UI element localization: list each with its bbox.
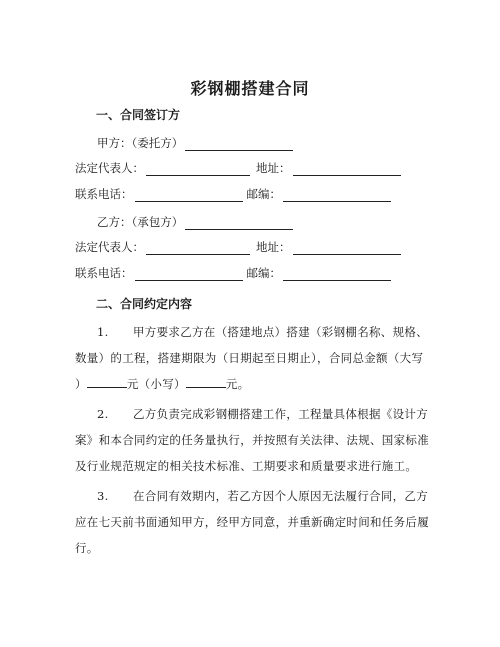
- party-a-blank[interactable]: [185, 138, 293, 151]
- party-b-row: [97, 214, 293, 230]
- party-a-label: 甲方：（委托方）: [97, 136, 184, 150]
- party-b-blank[interactable]: [185, 217, 293, 230]
- party-a-address-blank[interactable]: [293, 163, 401, 176]
- party-a-phone-label: 联系电话：: [75, 187, 133, 201]
- clause-2-number: 2.: [97, 407, 109, 421]
- section-heading-parties: 一、合同签订方: [96, 108, 181, 122]
- party-b-phone-row: [75, 265, 391, 281]
- party-a-rep-label: 法定代表人：: [75, 161, 144, 175]
- clause-3-line-3: 行。: [75, 541, 99, 555]
- amount-figures-blank[interactable]: [186, 376, 226, 388]
- party-b-phone-label: 联系电话：: [75, 266, 133, 280]
- section-heading-terms: 二、合同约定内容: [96, 297, 193, 311]
- clause-1-line-2: 数量）的工程，搭建期限为（日期起至日期止），合同总金额（大写: [75, 351, 424, 365]
- party-a-postcode-label: 邮编：: [246, 187, 281, 201]
- party-b-address-label: 地址：: [256, 240, 291, 254]
- party-a-rep-blank[interactable]: [146, 163, 250, 176]
- party-b-rep-blank[interactable]: [146, 242, 250, 255]
- party-b-address-blank[interactable]: [293, 242, 401, 255]
- party-b-rep-label: 法定代表人：: [75, 240, 144, 254]
- clause-2-line-1: 2. 乙方负责完成彩钢棚搭建工作，工程量具体根据《设计方: [97, 407, 428, 421]
- party-a-rep-row: [75, 160, 401, 176]
- party-b-rep-row: [75, 239, 401, 255]
- party-a-row: [97, 135, 293, 151]
- party-b-postcode-blank[interactable]: [283, 268, 391, 281]
- clause-3-line-2: 应在七天前书面通知甲方，经甲方同意，并重新确定时间和任务后履: [75, 515, 429, 529]
- party-b-phone-blank[interactable]: [135, 268, 243, 281]
- party-b-label: 乙方：（承包方）: [97, 215, 184, 229]
- document-title: 彩钢棚搭建合同: [190, 79, 310, 98]
- party-a-postcode-blank[interactable]: [283, 189, 391, 202]
- party-a-phone-blank[interactable]: [135, 189, 243, 202]
- clause-1-number: 1.: [97, 325, 109, 339]
- clause-2-line-2: 案》和本合同约定的任务量执行，并按照有关法律、法规、国家标准: [75, 433, 429, 447]
- amount-words-blank[interactable]: [87, 376, 127, 388]
- clause-1-line-3: ） 元（小写） 元。: [75, 377, 250, 391]
- clause-2-line-3: 及行业规范规定的相关技术标准、工期要求和质量要求进行施工。: [75, 459, 418, 473]
- party-a-phone-row: [75, 186, 391, 202]
- party-a-address-label: 地址：: [256, 161, 291, 175]
- clause-3-number: 3.: [97, 489, 109, 503]
- party-b-postcode-label: 邮编：: [246, 266, 281, 280]
- clause-1-line-1: 1. 甲方要求乙方在（搭建地点）搭建（彩钢棚名称、规格、: [97, 325, 428, 339]
- clause-3-line-1: 3. 在合同有效期内，若乙方因个人原因无法履行合同，乙方: [97, 489, 428, 503]
